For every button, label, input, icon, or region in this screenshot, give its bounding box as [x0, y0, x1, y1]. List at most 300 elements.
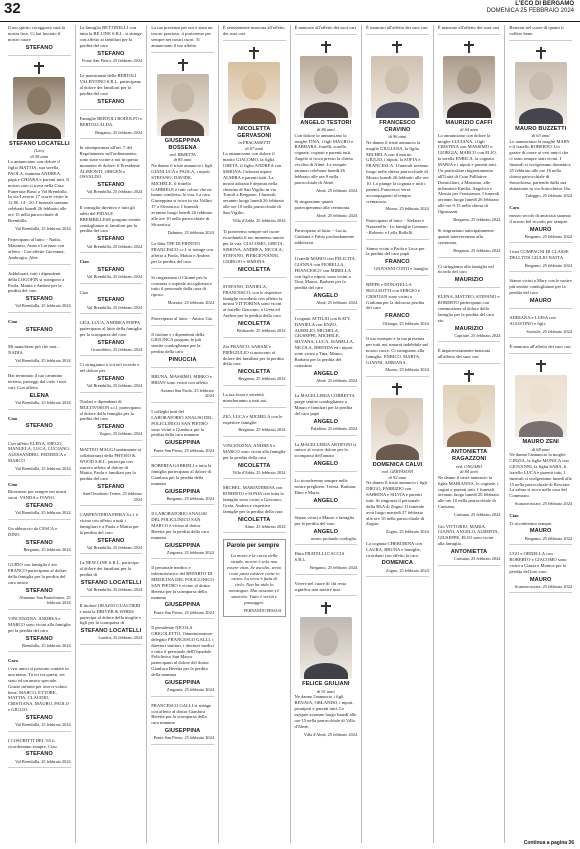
notice-name: MAURO: [529, 576, 552, 583]
deceased-subtitle: ved. BERETTA: [169, 151, 196, 157]
notice-body: I tuoi COMPAGNI DI CLASSE DELL'ITIS GIULIO NATTA.: [509, 249, 569, 261]
deceased-age: di 58 anni: [30, 153, 49, 159]
condolence-notice: [509, 25, 572, 41]
notice-name: STEFANO: [97, 339, 125, 346]
portrait-face: [171, 83, 195, 112]
notice-name: STEFANO: [97, 236, 125, 243]
notice-name: STEFANO: [97, 266, 125, 273]
divider: [151, 52, 214, 53]
column-5: [291, 25, 363, 843]
place-date: Val Brembilla, 25 febbraio 2024: [15, 303, 71, 309]
notice-name: STEFANO LOCATELLI: [80, 628, 142, 635]
divider: [8, 337, 71, 338]
place-date: Bergamo, 25 febbraio 2024: [524, 233, 572, 239]
place-date: Almè, 25 febbraio 2024: [316, 212, 358, 218]
notice-body: Ne danno il triste annuncio la figlia MARIANNA, le cognate, i cugini e parenti tutti. I funerali avranno luogo lunedì 26 febbraio alle ore 10 nella parrocchiale di Carisana.: [437, 474, 499, 510]
divider: [223, 337, 286, 338]
notice-body: Le maestranze della BERTOLI VALENTINO S.R.L. partecipano al dolore dei familiari per la perdita del caro: [79, 73, 142, 96]
condolence-notice: [509, 315, 572, 338]
place-date: Val Brembilla, 25 febbraio 2024: [86, 304, 143, 310]
place-date: Bergamo, 25 febbraio 2024: [166, 495, 214, 501]
notice-name: STEFANO: [97, 424, 125, 431]
deceased-name: FELICE GIULIANI: [302, 681, 350, 688]
divider: [80, 644, 143, 645]
notice-body: Mi mancherai più che mai... NADIA: [8, 344, 60, 355]
notice-body: Ne danno il triste annuncio la moglie GIULIANA, la figlia MICHELA con il marito GIULIO, i nipoti, la SOFIA e FRANCESCA. I funerali avranno luogo nella chiesa parrocchiale di Mozzo lunedì 26 febbraio alle ore 10. Lo piange la cognata e tutti i parenti. Francesco verrà accompagnato al tempio crematorio.: [366, 139, 429, 204]
divider: [151, 402, 214, 403]
deceased-subtitle: ved. GERVASONI: [381, 469, 414, 475]
obituary-notice: [295, 41, 358, 193]
obituary-notice: [223, 47, 286, 224]
place-date: Villa d'Adda, 25 febbraio 2024: [232, 469, 286, 475]
divider: [509, 337, 572, 338]
notice-body: Hai terminato il tuo cammino terreno, proteggi dal cielo i tuoi cari. Con affetto: [8, 373, 67, 390]
notice-body: Lo annunciano con dolore la moglie LUCIANA, i figli CRISTINA con MASSIMO e GIORGIA, MARCO con ELIO, la sorella ENRICA, la cognata MARIA e i nipoti e parenti tutti. Un particolare ringraziamento all'Unità di Cure Palliative Domiciliari, a Massimo, alle infermiere Emilia, Angelica e Alessia per l'assistenza. I funerali avranno luogo lunedì 26 febbraio alle ore 9.15 nella chiesa di Ognissanti.: [437, 132, 500, 215]
place-date: Londra, 25 febbraio 2024: [98, 635, 143, 641]
divider: [438, 565, 501, 566]
condolence-notice: [80, 145, 143, 199]
deceased-name: GIUSEPPINA BOSSENA: [164, 137, 201, 151]
place-date: Val Brembilla, 25 febbraio 2024: [86, 383, 143, 389]
notice-name: STEFANO: [25, 423, 53, 430]
divider: [295, 249, 358, 250]
place-date: Mozzo, 25 febbraio 2024: [385, 367, 429, 373]
notice-body: Resterai nel cuore di quanti ti vollero bene.: [509, 25, 564, 36]
poem-title: Parole per sempre: [226, 543, 280, 550]
divider: [8, 767, 71, 768]
notice-body: Lo ricorderemo sempre nelle nostre preghiere. Teresa, Barbara, Dino e Mario.: [294, 478, 357, 496]
condolence-notice: [295, 442, 358, 473]
poem-author: FERNANDO PESSOA: [243, 607, 282, 613]
notice-name: NICOLETTA: [237, 266, 271, 273]
condolence-notice: [8, 562, 71, 610]
condolence-notice: [509, 344, 572, 354]
condolence-notice: [80, 512, 143, 554]
condolence-notice: [80, 362, 143, 392]
divider: [151, 618, 214, 619]
cross-icon: [464, 370, 474, 382]
notice-lead: Ciao: [8, 481, 18, 487]
portrait-photo: [13, 77, 65, 139]
notice-body: VINCENZINA, ANDREA e MARCO sono vicini alla famiglia per la perdita del caro: [8, 615, 71, 633]
place-date: Scanzorosciate, 25 febbraio 2024: [514, 583, 572, 589]
condolence-notice: [80, 259, 143, 284]
place-date: Zogno, 25 febbraio 2024: [386, 529, 429, 535]
condolence-notice: [8, 319, 71, 338]
condolence-notice: [295, 316, 358, 388]
portrait-body: [304, 102, 348, 118]
notice-name: STEFANO: [25, 635, 53, 642]
place-date: Paladina, 25 febbraio 2024: [310, 426, 358, 431]
divider: [8, 366, 71, 367]
place-date: Val Brembilla, 25 febbraio 2024: [86, 544, 143, 550]
deceased-age: di 68 anni: [531, 446, 550, 452]
divider: [366, 239, 429, 240]
place-date: Zingonia, 25 febbraio 2024: [166, 549, 214, 555]
place-date: Mozzo, 25 febbraio 2024: [385, 206, 429, 212]
notice-body: Vivere nel cuore di chi resta significa non morire mai.: [294, 580, 347, 592]
notice-name: NICOLETTA: [237, 516, 271, 523]
notice-name: ANGELO: [313, 418, 339, 425]
divider: [80, 66, 143, 67]
place-date: Carisana, 25 febbraio 2024: [453, 512, 501, 518]
portrait-body: [519, 108, 563, 124]
divider: [151, 367, 214, 368]
notice-body: È mancato all'affetto dei suoi cari: [437, 25, 500, 30]
notice-body: Un abbraccio da CESCA e DINO.: [8, 525, 57, 537]
notice-body: Ciao: [79, 289, 89, 295]
divider: [295, 508, 358, 509]
deceased-age: di 96 anni: [388, 134, 407, 140]
portrait-body: [376, 102, 420, 118]
notice-name: GIUSEPPINA: [164, 602, 201, 609]
page-number: 32: [4, 0, 21, 17]
divider: [80, 198, 143, 199]
portrait-photo: [443, 56, 495, 118]
place-date: GIOVANNI CONTI e famiglia.: [374, 266, 429, 272]
notice-body: Il LABORATORIO ANALISI DEL POLICLINICO SAN MARCO è vicino al dottor Beretta per la perdita della cara mamma: [151, 511, 209, 540]
condolence-notice: [366, 25, 429, 35]
notice-name: STEFANO: [97, 376, 125, 383]
condolence-notice: [295, 199, 358, 222]
place-date: Bergamo, 25 febbraio 2024: [238, 427, 286, 433]
divider: [509, 308, 572, 309]
column-1: [4, 25, 76, 843]
notice-body: Il consiglio direttivo e tutti gli atleti del FIDALE BREMBILLESE porgono sentite condoglianze ai familiari per la perdita del caro: [79, 204, 141, 234]
obituary-notice: [151, 59, 214, 236]
deceased-age: di 64 anni: [460, 127, 478, 133]
divider: [366, 329, 429, 330]
divider: [366, 576, 429, 577]
notice-name: STEFANO: [97, 50, 125, 57]
divider: [295, 544, 358, 545]
notice-body: La MACELLERIA ARTIFONI si unisce al vostro dolore per la scomparsa dell'amato: [294, 441, 357, 459]
notice-body: ELENA, MATTEO, STEFANO e ROBERTO partecipano con commozione al dolore della famiglia per la perdita del caro zio: [437, 294, 500, 323]
divider: [223, 385, 286, 386]
divider: [509, 40, 572, 41]
notice-body: Si ringraziano anticipatamente quanti interverranno alla cerimonia.: [437, 228, 494, 246]
divider: [8, 731, 71, 732]
condolence-notice: [80, 73, 143, 110]
divider: [223, 532, 286, 533]
notice-body: STEFANO, DANIELA, FRANCESCO, con le rispettive famiglie ricordano con affetto la nostra VITTORINA sono vicini al fratello Giacomo, a Greta ed Andrea per la perdita della cara: [222, 283, 283, 319]
divider: [8, 609, 71, 610]
divider: [80, 440, 143, 441]
notice-body: Il personale medico e infermieristico del REPARTO DI MEDICINA DEL POLICLINICO SAN PIETRO è vicino al dottor Beretta per la scomparsa della mamma: [151, 565, 214, 600]
place-date: Almè, 25 febbraio 2024: [316, 300, 358, 306]
cross-icon: [464, 41, 474, 53]
notice-body: ROBERTA GABRIELI e tutta la famiglia partecipano al dolore di Gianluca per la perdita della mamma: [151, 463, 212, 486]
notice-body: Addolorati, tutti i dipendenti della LOGOFIN si stringono a Paola, Mattia e Andrea per la perdita del caro: [8, 270, 65, 294]
notice-name: STEFANO: [25, 296, 53, 303]
notice-name: PINUCCIA: [168, 357, 197, 364]
condolence-notice: [509, 205, 572, 243]
column-8: [505, 25, 576, 843]
divider: [8, 312, 71, 313]
place-date: Grassobbio, 25 febbraio 2024: [91, 346, 143, 352]
divider: [80, 283, 143, 284]
divider: [8, 555, 71, 556]
divider: [80, 553, 143, 554]
divider: [509, 592, 572, 593]
poem-box: [223, 539, 286, 617]
condolence-notice: [80, 603, 143, 645]
condolence-notice: [151, 565, 214, 619]
deceased-age: di 84 anni: [460, 469, 478, 475]
condolence-notice: [438, 228, 501, 257]
place-date: Bergamo, 25 febbraio 2024: [524, 535, 572, 541]
place-date: Almè, 25 febbraio 2024: [316, 187, 358, 193]
condolence-notice: [223, 443, 286, 479]
notice-body: Ritornerai per sempre nei nostri cuori. VANDA e IVANO.: [8, 489, 67, 501]
condolence-notice: [151, 511, 214, 559]
notice-name: DOMENICA: [381, 560, 414, 567]
place-date: Sorisole, 25 febbraio 2024: [526, 328, 572, 334]
notice-name: ELENA: [29, 392, 50, 399]
deceased-age: di 85 anni: [173, 157, 192, 163]
notice-name: MAURO: [529, 528, 552, 535]
obituary-notice: [438, 370, 501, 517]
column-4: [219, 25, 291, 843]
condolence-notice: [80, 447, 143, 506]
condolence-notice: [223, 392, 286, 408]
cross-icon: [392, 383, 402, 395]
divider: [509, 544, 572, 545]
condolence-notice: [223, 25, 286, 41]
portrait-face: [529, 385, 553, 414]
condolence-notice: [366, 246, 429, 276]
condolence-notice: [295, 515, 358, 545]
notice-body: Ne danno il triste annuncio i figli GIANLUCA e PAOLA, i nipoti STEFANO, DAVIDE, MICHELE, il fratello GABRIELE e tutti coloro che ne hanno condiviso la vita. La cara Giuseppina si trova in via Vallini 17 a Sforzatica. I funerali avranno luogo lunedì 26 febbraio alle ore 10 nella parrocchiale di Sforzatica.: [151, 163, 213, 227]
column-7: [434, 25, 506, 843]
notice-name: GIUSEPPINA: [164, 440, 201, 447]
deceased-name: MAURO BUZZETTI: [515, 125, 567, 132]
notice-body: I COSCRITTI DEL '65 ti ricorderanno sempre. Ciao: [8, 737, 57, 749]
notice-name: NICOLETTA: [237, 321, 271, 328]
divider: [8, 475, 71, 476]
condolence-notice: [295, 228, 358, 250]
notice-lead: Ciao: [79, 259, 89, 264]
place-date: Val Brembilla, 25 febbraio 2024: [86, 587, 143, 593]
notice-body: Lo annunciano la moglie MARY e il fratello ROBERTO. Un grazie di cuore ai veri amici che ci sono sempre stati vicini. I funerali si svolgeranno domenica 25 febbraio alle ore 16 nella chiesa parrocchiale di Sottochiesa, partendo dalla sua abitazione in via Sottochiesa 16a.: [509, 138, 571, 191]
divider: [8, 55, 71, 56]
portrait-photo: [515, 375, 567, 437]
portrait-photo: [515, 62, 567, 124]
notice-body: È improvvisamente mancata all'affetto dei suoi cari: [437, 348, 491, 360]
deceased-name: STEFANO LOCATELLI: [8, 140, 70, 147]
notice-body: GIGI, LUCA, ANDREA POPPA partecipano al lutto della famiglia per la scomparsa del caro: [79, 320, 142, 337]
portrait-body: [376, 444, 420, 460]
notice-body: GUIDO con famiglia e zio FRANCO partecipano al dolore della famiglia per la perdita del caro amico: [8, 562, 67, 585]
deceased-age: di 67 anni: [245, 145, 264, 151]
notice-body: Il titolare ORAZIO GUALTIERI e tutta la DRIVER & WIRES partecipa al dolore della moglie e figli per la scomparsa di: [79, 602, 141, 626]
portrait-face: [457, 395, 481, 424]
place-date: Val Brembilla, 25 febbraio 2024: [86, 189, 143, 195]
place-date: Val Brembilla, 25 febbraio 2024: [86, 243, 143, 249]
condolence-notice: [509, 513, 572, 545]
obituary-notice: [509, 360, 572, 506]
poem-text: La morte è la curva della strada, morire è solo non essere visto. Se ascolto, sento i tuoi passi esistere come io esisto. La terra è fatta di cielo. Non ha nido la menzogna. Mai nessuno s'è smarrito. Tutto è verità e passaggio.: [227, 552, 282, 605]
notice-body: mezzo secolo di amicizia saranno il nostro bel ricordo per sempre.: [509, 212, 572, 224]
notice-name: FRANCO: [385, 313, 410, 320]
notice-body: i veri amici si possono contare in una mano. Tu eri tra questi, sei stato ed un amico speciale. Grazie infinite per averci voluto bene. MARCO, ETTORE, MATTIA, CLAUDIO, CRISTIANA, MAURO, PAOLO e GIULIO.: [8, 666, 70, 713]
notice-body: Ti porteremo sempre nel cuore ricordando il tuo immenso amore per la vita. GIACOMO, GRETA, SIMONA, ANDREA, NICOLA, STEFANO, PIERGIOVANNI, GIORGIO e SIMONA: [222, 229, 285, 264]
notice-body: È mancata all'affetto dei suoi cari: [509, 344, 571, 350]
notice-name: ANTONIETTA: [450, 549, 488, 556]
obituary-notice: [509, 47, 572, 199]
divider: [295, 309, 358, 310]
deceased-name: NICOLETTA GERVASONI: [237, 125, 272, 139]
portrait-photo: [300, 617, 352, 679]
notice-name: STEFANO: [97, 484, 125, 491]
place-date: Val Brembilla, 25 febbraio 2024: [15, 357, 71, 363]
notice-name: STEFANO: [97, 537, 125, 544]
condolence-notice: [80, 290, 143, 315]
condolence-notice: [151, 25, 214, 53]
notice-body: È serenamente mancata all'affetto dei suoi cari: [222, 25, 285, 36]
notice-body: Con dolore lo annunciano la moglie TINA, i figli MAURO e BARBARA, fratelli, sorelle, cognate, cognati e parenti tutti. Angelo si trova presso la chiesa vecchia di Almè. Le esequie saranno celebrate lunedì 26 febbraio alle ore 9 nella parrocchiale di Almè.: [294, 132, 354, 185]
notice-lead: Caro: [509, 204, 520, 210]
condolence-notice: [223, 284, 286, 338]
notice-body: Lo annunciano con dolore il figlio MATTIA, sua sorella PAOLA, mamma ANDREA, papà e CHIARA e parenti tutti. Il nostro caro si trova nella Casa Funeraria Bassi a Val Brembilla. In via Lavorio 17 scorre visite le 12.00, 14 - 20. I funerali saranno celebrati lunedì 26 febbraio alle ore 15 nella parrocchiale di Brembilla.: [8, 159, 70, 223]
notice-name: STEFANO: [97, 297, 125, 304]
notice-name: STEFANO: [25, 751, 53, 758]
divider: [295, 574, 358, 575]
notice-body: Partecipano al lutto: - Lucia, Giuliana e Fabio profondamente addolorati: [294, 228, 355, 246]
condolence-notice: [438, 348, 501, 364]
column-3: [147, 25, 219, 843]
column-2: [76, 25, 148, 843]
notice-name: STEFANO: [25, 326, 53, 333]
notice-name: ANGELO: [313, 497, 339, 504]
divider: [438, 341, 501, 342]
notice-lead: Caro: [8, 658, 18, 664]
condolence-notice: [151, 625, 214, 697]
condolence-notice: [295, 551, 358, 574]
condolence-notice: [366, 336, 429, 377]
deceased-age: di 92 anni: [388, 474, 407, 480]
notice-name: STEFANO: [97, 98, 125, 105]
obituary-notice: [366, 383, 429, 535]
divider: [438, 34, 501, 35]
place-date: Carisana, 25 febbraio 2024: [453, 556, 501, 562]
condolence-notice: [151, 409, 214, 457]
notice-lead: Ciao: [509, 512, 519, 518]
place-date: Villa d'Almè, 25 febbraio 2024: [303, 731, 358, 737]
divider: [223, 407, 286, 408]
deceased-name: ANGELO TESTORI: [300, 119, 352, 126]
divider: [151, 309, 214, 310]
notice-body: La NEW LINE S.R.L. partecipa al dolore dei familiari per la perdita di: [79, 560, 139, 578]
place-date: Brembilla, 25 febbraio 2024: [21, 642, 71, 648]
place-date: Val Brembilla, 25 febbraio 2024: [15, 510, 71, 516]
obituary-notice: [438, 41, 501, 223]
condolence-notice: [366, 541, 429, 577]
divider: [295, 221, 358, 222]
deceased-subtitle: ved. ONGARO: [456, 463, 483, 469]
notice-name: MAURIZIO: [454, 277, 484, 284]
place-date: Ponte San Pietro, 25 febbraio 2024: [153, 735, 214, 741]
notice-body: Il titolare e i dipendenti della GIOLINCA porgono le più sentite condoglianze per la perdita della cara: [151, 331, 205, 355]
divider: [223, 40, 286, 41]
notice-body: Si ringraziano quanti parteciperanno alla cerimonia.: [294, 199, 351, 210]
place-date: Bergamo, 25 febbraio 2024: [524, 262, 572, 268]
divider: [366, 275, 429, 276]
divider: [438, 257, 501, 258]
divider: [80, 392, 143, 393]
divider: [151, 744, 214, 745]
column-6: [362, 25, 434, 843]
condolence-notice: [509, 551, 572, 593]
place-date: Almè, 25 febbraio 2024: [316, 377, 358, 383]
place-date: Val Brembilla, 25 febbraio 2024: [15, 722, 71, 728]
notice-body: MICHEL, MARIATERESA con ROBERTO e SONIA con tutta la famiglia sono vicini a Giacomo, Greta, Andrea e rispettive famiglie per la perdita della cara: [222, 485, 284, 514]
condolence-notice: [80, 116, 143, 139]
notice-name: STEFANO: [25, 503, 53, 510]
notice-name: STEFANO: [25, 44, 53, 51]
notice-body: Ne danno l'annuncio i figli RENATA, ORLANDO, i nipoti, pronipoti e parenti tutti. Le esequie avranno luogo lunedì alle ore 15 nella parrocchiale di Villa d'Almè.: [294, 694, 357, 729]
notice-body: Il presidente NICOLA GRIGOLETTO, l'amministratore delegato FRANCESCO GALLI, i direttori sanitari, i direttori medici e tutto il personale dell'Ospedale Policlinico San Marco partecipano al dolore del dottor Gianluca Beretta per la perdita della mamma: [151, 625, 214, 678]
notice-body: Lo annunciano con dolore il marito GIACOMO, la figlia GRETA, il figlio ANDREA con SIMONA, l'adorata nipote ALMIRA e parenti tutti. La nostra adorata è deposta nella chiesina di San Vigilio in via Tortoli a Bergamo. I funerali avranno luogo lunedì 26 febbraio alle ore 10 nella parrocchiale di San Vigilio.: [222, 151, 285, 216]
notice-body: Il tuo esempio e la tua presenza per tutti noi rimarrà indelebile nel nostro cuore. Ci stringiamo alla famiglia. ENRICO, MARTA, GIANNI, ADRIANA.: [366, 336, 429, 365]
place-date: Bedizzole, 25 febbraio 2024: [236, 328, 286, 334]
place-date: Val Brembilla, 25 febbraio 2024: [86, 274, 143, 280]
notice-name: MAURIZIO: [454, 325, 484, 332]
condolence-notice: [295, 256, 358, 310]
notice-name: STEFANO: [25, 587, 53, 594]
condolence-notice: [8, 416, 71, 435]
divider: [295, 435, 358, 436]
notice-name: NICOLETTA: [237, 369, 271, 376]
cross-icon: [392, 41, 402, 53]
divider: [223, 277, 286, 278]
notice-body: Ci stringiamo alla famiglia nel ricordo del caro: [437, 263, 494, 275]
divider: [80, 138, 143, 139]
place-date: Almenno San Bartolomeo, 25 febbraio 2024: [19, 594, 71, 606]
notice-body: Partecipano al lutto: - Amico Gio: [151, 315, 213, 321]
place-date: Bergamo, 25 febbraio 2024: [95, 129, 143, 135]
notice-body: È mancato all'affetto dei suoi cari: [366, 25, 428, 30]
notice-body: È mancato all'affetto dei suoi cari: [294, 25, 357, 30]
condolence-notice: [8, 25, 71, 56]
obituary-notice: [295, 602, 358, 737]
place-date: Bergamo, 25 febbraio 2024: [453, 248, 501, 254]
place-date: Zogno, 25 febbraio 2024: [386, 567, 429, 573]
cross-icon: [536, 47, 546, 59]
obituary-columns: [4, 25, 576, 843]
notice-body: Titolari e dipendenti di MULTIVISION s.r.l. partecipano al dolore della famiglia per la perdita del caro: [79, 398, 141, 422]
notice-body: Il tuo spirito coraggioso sarà la nostra luce. Ci hai lasciato il nostro cuore: [8, 25, 66, 42]
condolence-notice: [366, 218, 429, 240]
divider: [151, 325, 214, 326]
notice-body: La famiglia BETTINELLI con tutta la BE LINE S.R.L. si stringe con affetto ai familiari per la perdita del caro: [79, 25, 142, 48]
divider: [80, 313, 143, 314]
notice-body: In ottemperanza all'art. 7 del Regolamento sull'ordinamento, sono state vicine a noi in questo momento di dolore: il Presidente ALIMONTI, ORIGEN e OSVALDO.: [79, 145, 140, 180]
condolence-notice: [438, 264, 501, 289]
cross-icon: [249, 47, 259, 59]
divider: [223, 478, 286, 479]
place-date: Taleggio, 25 febbraio 2024: [525, 193, 572, 199]
notice-body: Partecipano al lutto: - Nadia, Massimo, Anna e Lorenzo con affetto - Con affetto Giovanna, Ambrogio, Alex: [8, 237, 65, 260]
condolence-notice: [8, 738, 71, 768]
divider: [295, 386, 358, 387]
portrait-face: [529, 72, 553, 101]
place-date: Ponte San Pietro, 25 febbraio 2024: [153, 447, 214, 453]
portrait-photo: [228, 62, 280, 124]
portrait-body: [161, 119, 205, 135]
place-date: Villa d'Adda, 25 febbraio 2024: [232, 217, 286, 223]
condolence-notice: [8, 373, 71, 409]
